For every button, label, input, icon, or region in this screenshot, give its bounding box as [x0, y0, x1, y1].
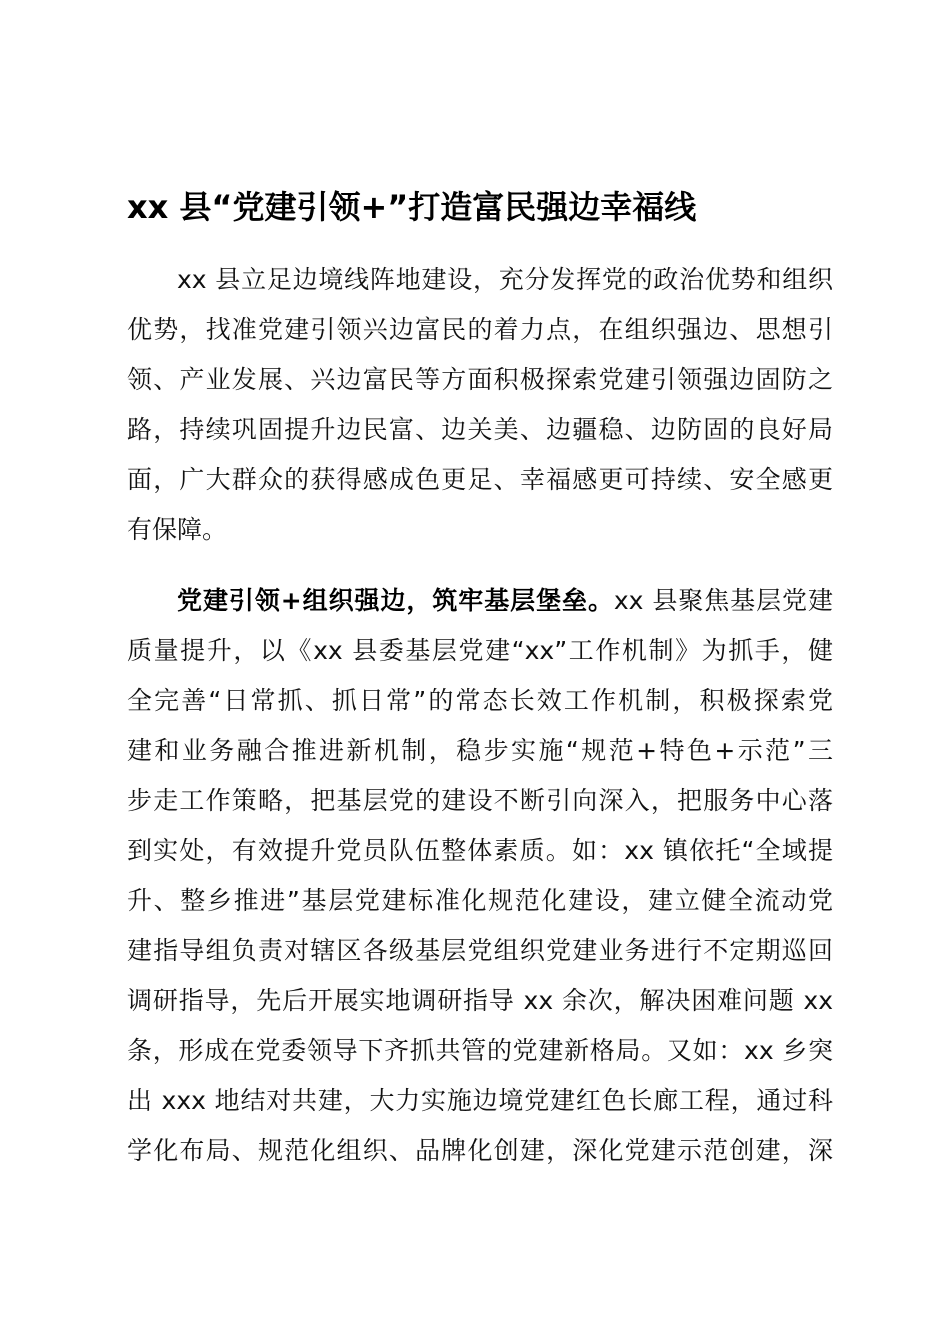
paragraph-line: 有保障。	[127, 515, 228, 544]
section-lead-heading: 党建引领+组织强边，筑牢基层堡垒。	[177, 586, 614, 615]
paragraph-text: xx 县聚焦基层党建	[613, 586, 833, 615]
document-title: xx 县“党建引领+”打造富民强边幸福线	[127, 188, 697, 226]
paragraph-line: 路，持续巩固提升边民富、边关美、边疆稳、边防固的良好局	[127, 415, 833, 444]
paragraph-line: 面，广大群众的获得感成色更足、幸福感更可持续、安全感更	[127, 465, 833, 494]
paragraph-line: 条，形成在党委领导下齐抓共管的党建新格局。又如：xx 乡突	[127, 1036, 833, 1065]
paragraph-intro	[127, 255, 833, 555]
paragraph-line: 全完善“日常抓、抓日常”的常态长效工作机制，积极探索党	[127, 686, 833, 715]
paragraph-line: 调研指导，先后开展实地调研指导 xx 余次，解决困难问题 xx	[127, 986, 833, 1015]
paragraph-line: 质量提升，以《xx 县委基层党建“xx”工作机制》为抓手，健	[127, 636, 833, 665]
paragraph-line: 步走工作策略，把基层党的建设不断引向深入，把服务中心落	[127, 786, 833, 815]
paragraph-line: 建指导组负责对辖区各级基层党组织党建业务进行不定期巡回	[127, 936, 833, 965]
paragraph-line: 优势，找准党建引领兴边富民的着力点，在组织强边、思想引	[127, 315, 833, 344]
paragraph-line: 出 xxx 地结对共建，大力实施边境党建红色长廊工程，通过科	[127, 1086, 833, 1115]
paragraph-organization	[127, 576, 833, 1176]
paragraph-first-line	[127, 576, 833, 626]
paragraph-line: 学化布局、规范化组织、品牌化创建，深化党建示范创建，深	[127, 1136, 833, 1165]
paragraph-line: 升、整乡推进”基层党建标准化规范化建设，建立健全流动党	[127, 886, 833, 915]
paragraph-line: 领、产业发展、兴边富民等方面积极探索党建引领强边固防之	[127, 365, 833, 394]
paragraph-line: 建和业务融合推进新机制，稳步实施“规范+特色+示范”三	[127, 736, 833, 765]
paragraph-line: xx 县立足边境线阵地建设，充分发挥党的政治优势和组织	[177, 265, 833, 294]
paragraph-line: 到实处，有效提升党员队伍整体素质。如：xx 镇依托“全域提	[127, 836, 833, 865]
